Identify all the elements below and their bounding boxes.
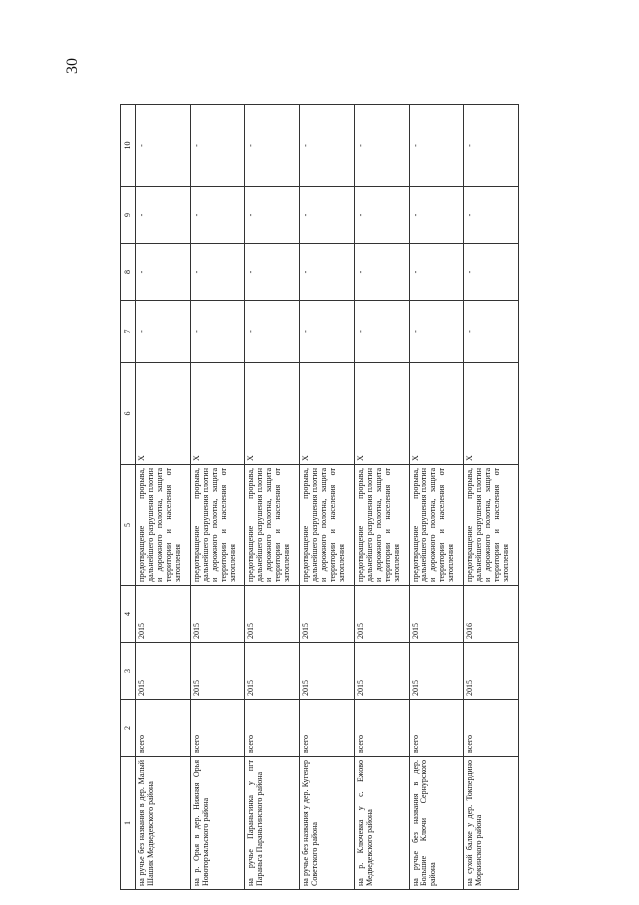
value-cell: -	[190, 244, 245, 301]
purpose-cell: предотвращение прорыва, дальнейшего разрушения плотин и дорожного полотна, защита территории и населения от затопления	[464, 465, 519, 586]
value-cell: -	[409, 187, 464, 244]
col-header-1: 1	[121, 757, 136, 890]
value-cell: -	[245, 105, 300, 187]
value-cell: -	[464, 301, 519, 363]
col-header-7: 7	[121, 301, 136, 363]
total-cell: всего	[464, 700, 519, 757]
value-cell: -	[190, 105, 245, 187]
table-row	[190, 105, 245, 890]
value-cell: -	[136, 187, 191, 244]
col-header-5: 5	[121, 465, 136, 586]
year-start-cell: 2015	[464, 643, 519, 700]
year-end-cell: 2015	[190, 586, 245, 643]
value-cell: -	[409, 105, 464, 187]
value-cell: -	[245, 301, 300, 363]
total-cell: всего	[245, 700, 300, 757]
table-row	[245, 105, 300, 890]
purpose-cell: предотвращение прорыва, дальнейшего разрушения плотин и дорожного полотна, защита территории и населения от затопления	[409, 465, 464, 586]
value-cell: -	[300, 187, 355, 244]
year-end-cell: 2015	[300, 586, 355, 643]
value-cell: -	[300, 301, 355, 363]
mark-cell: X	[190, 363, 245, 465]
value-cell: -	[354, 244, 409, 301]
year-end-cell: 2015	[354, 586, 409, 643]
table-row	[354, 105, 409, 890]
measures-table	[120, 104, 519, 890]
location-cell: на р. Ключевка у с. Ежово Медведевского района	[354, 757, 409, 890]
col-header-10: 10	[121, 105, 136, 187]
year-end-cell: 2016	[464, 586, 519, 643]
purpose-cell: предотвращение прорыва, дальнейшего разрушения плотин и дорожного полотна, защита территории и населения от затопления	[190, 465, 245, 586]
mark-cell: X	[354, 363, 409, 465]
value-cell: -	[464, 187, 519, 244]
year-end-cell: 2015	[245, 586, 300, 643]
mark-cell: X	[136, 363, 191, 465]
col-header-4: 4	[121, 586, 136, 643]
col-header-3: 3	[121, 643, 136, 700]
purpose-cell: предотвращение прорыва, дальнейшего разрушения плотин и дорожного полотна, защита территории и населения от затопления	[245, 465, 300, 586]
value-cell: -	[464, 105, 519, 187]
year-start-cell: 2015	[354, 643, 409, 700]
table-row	[136, 105, 191, 890]
year-start-cell: 2015	[409, 643, 464, 700]
year-start-cell: 2015	[245, 643, 300, 700]
value-cell: -	[136, 105, 191, 187]
location-cell: на ручье без названия в дер. Большие Ключи Сернурского района	[409, 757, 464, 890]
table-row	[300, 105, 355, 890]
total-cell: всего	[409, 700, 464, 757]
value-cell: -	[409, 301, 464, 363]
value-cell: -	[245, 244, 300, 301]
table-row	[464, 105, 519, 890]
page-number: 30	[64, 58, 81, 74]
year-end-cell: 2015	[409, 586, 464, 643]
purpose-cell: предотвращение прорыва, дальнейшего разрушения плотин и дорожного полотна, защита территории и населения от затопления	[300, 465, 355, 586]
value-cell: -	[354, 105, 409, 187]
value-cell: -	[245, 187, 300, 244]
location-cell: на ручье без названия в дер. Малый Шашик Медведевского района	[136, 757, 191, 890]
total-cell: всего	[190, 700, 245, 757]
location-cell: на ручье без названия у дер. Кугенер Советского района	[300, 757, 355, 890]
location-cell: на сухой балке у дер. Токпердино Моркинского района	[464, 757, 519, 890]
col-header-2: 2	[121, 700, 136, 757]
value-cell: -	[300, 244, 355, 301]
value-cell: -	[464, 244, 519, 301]
total-cell: всего	[354, 700, 409, 757]
header-row	[121, 105, 136, 890]
purpose-cell: предотвращение прорыва, дальнейшего разрушения плотин и дорожного полотна, защита территории и населения от затопления	[354, 465, 409, 586]
purpose-cell: предотвращение прорыва, дальнейшего разрушения плотин и дорожного полотна, защита территории и населения от затопления	[136, 465, 191, 586]
value-cell: -	[190, 301, 245, 363]
value-cell: -	[409, 244, 464, 301]
location-cell: на ручье Параньгинка у пгт Параньга Параньгинского района	[245, 757, 300, 890]
mark-cell: X	[300, 363, 355, 465]
total-cell: всего	[136, 700, 191, 757]
location-cell: на р. Орья в дер. Нижняя Орья Новоторъяльского района	[190, 757, 245, 890]
value-cell: -	[300, 105, 355, 187]
col-header-8: 8	[121, 244, 136, 301]
year-start-cell: 2015	[190, 643, 245, 700]
rotated-table-container	[120, 105, 519, 890]
col-header-9: 9	[121, 187, 136, 244]
total-cell: всего	[300, 700, 355, 757]
year-start-cell: 2015	[300, 643, 355, 700]
value-cell: -	[136, 301, 191, 363]
mark-cell: X	[409, 363, 464, 465]
value-cell: -	[354, 187, 409, 244]
year-end-cell: 2015	[136, 586, 191, 643]
value-cell: -	[354, 301, 409, 363]
value-cell: -	[190, 187, 245, 244]
year-start-cell: 2015	[136, 643, 191, 700]
value-cell: -	[136, 244, 191, 301]
col-header-6: 6	[121, 363, 136, 465]
mark-cell: X	[464, 363, 519, 465]
mark-cell: X	[245, 363, 300, 465]
table-row	[409, 105, 464, 890]
